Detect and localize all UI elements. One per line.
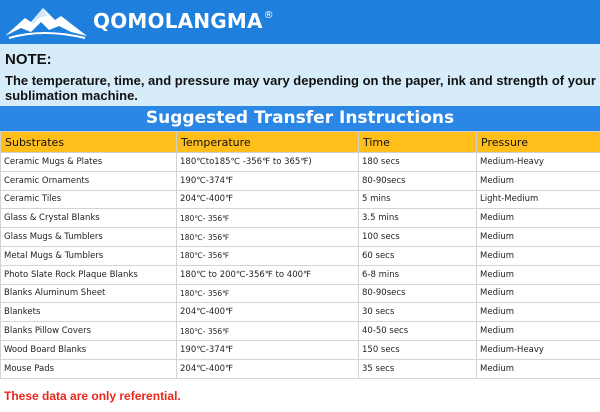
cell-temperature: 180℃- 356℉ [177,246,359,265]
cell-substrate: Glass & Crystal Blanks [1,209,177,228]
disclaimer-text: These data are only referential. [4,389,181,403]
table-row [1,153,600,172]
cell-temperature: 180℃to185℃ -356℉ to 365℉) [177,153,359,172]
cell-temperature: 180℃- 356℉ [177,322,359,341]
cell-substrate: Blanks Aluminum Sheet [1,284,177,303]
column-header-time: Time [359,132,477,153]
table-header-row [1,132,600,153]
note-section [0,44,600,106]
cell-substrate: Ceramic Ornaments [1,171,177,190]
cell-substrate: Wood Board Blanks [1,340,177,359]
cell-pressure: Medium [477,246,600,265]
cell-pressure: Medium [477,359,600,378]
table-row [1,171,600,190]
mountain-logo-icon [3,2,89,42]
column-header-pressure: Pressure [477,132,600,153]
cell-temperature: 180℃- 356℉ [177,209,359,228]
column-header-temperature: Temperature [177,132,359,153]
column-header-substrates: Substrates [1,132,177,153]
cell-temperature: 180℃- 356℉ [177,228,359,247]
cell-substrate: Photo Slate Rock Plaque Blanks [1,265,177,284]
header-bar [0,0,600,44]
cell-substrate: Mouse Pads [1,359,177,378]
transfer-instructions-table [0,131,600,379]
cell-time: 40-50 secs [359,322,477,341]
cell-pressure: Medium [477,209,600,228]
cell-pressure: Light-Medium [477,190,600,209]
cell-temperature: 190℃-374℉ [177,340,359,359]
cell-temperature: 204℃-400℉ [177,359,359,378]
cell-pressure: Medium [477,228,600,247]
cell-temperature: 180℃- 356℉ [177,284,359,303]
cell-substrate: Blankets [1,303,177,322]
cell-pressure: Medium-Heavy [477,153,600,172]
table-row [1,303,600,322]
table-title: Suggested Transfer Instructions [0,106,600,131]
cell-pressure: Medium [477,322,600,341]
cell-time: 35 secs [359,359,477,378]
cell-time: 150 secs [359,340,477,359]
cell-time: 60 secs [359,246,477,265]
table-row [1,209,600,228]
cell-pressure: Medium [477,284,600,303]
cell-temperature: 204℃-400℉ [177,190,359,209]
cell-time: 30 secs [359,303,477,322]
cell-time: 5 mins [359,190,477,209]
table-row [1,265,600,284]
table-row [1,322,600,341]
cell-pressure: Medium [477,303,600,322]
table-row [1,190,600,209]
brand-name: QOMOLANGMA® [93,9,274,33]
cell-substrate: Metal Mugs & Tumblers [1,246,177,265]
cell-substrate: Glass Mugs & Tumblers [1,228,177,247]
cell-time: 80-90secs [359,171,477,190]
table-row [1,228,600,247]
cell-substrate: Blanks Pillow Covers [1,322,177,341]
table-row [1,246,600,265]
cell-substrate: Ceramic Mugs & Plates [1,153,177,172]
cell-time: 3.5 mins [359,209,477,228]
cell-time: 100 secs [359,228,477,247]
cell-temperature: 204℃-400℉ [177,303,359,322]
note-text: The temperature, time, and pressure may vary depending on the paper, ink and strength of your sublimation machine. [5,73,596,103]
cell-time: 80-90secs [359,284,477,303]
cell-temperature: 180℃ to 200℃-356℉ to 400℉ [177,265,359,284]
table-row [1,284,600,303]
cell-time: 6-8 mins [359,265,477,284]
cell-substrate: Ceramic Tiles [1,190,177,209]
table-row [1,359,600,378]
cell-time: 180 secs [359,153,477,172]
cell-temperature: 190℃-374℉ [177,171,359,190]
cell-pressure: Medium [477,171,600,190]
table-row [1,340,600,359]
note-title: NOTE: [5,51,52,68]
cell-pressure: Medium-Heavy [477,340,600,359]
cell-pressure: Medium [477,265,600,284]
